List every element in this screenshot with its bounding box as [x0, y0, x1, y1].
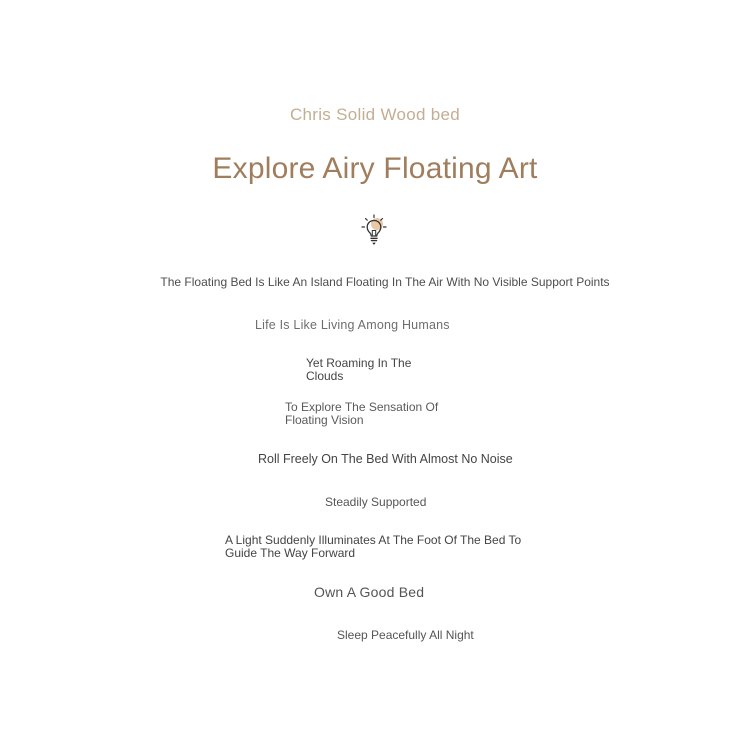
text-line-sleep-peacefully: Sleep Peacefully All Night [337, 628, 474, 642]
text-line-living-among-humans: Life Is Like Living Among Humans [255, 318, 450, 332]
text-line-own-good-bed: Own A Good Bed [314, 584, 425, 600]
text-line-floating-island: The Floating Bed Is Like An Island Floating In The Air With No Visible Support Points [160, 275, 610, 289]
text-line-roaming-clouds: Yet Roaming In The Clouds [306, 356, 412, 383]
product-subtitle: Chris Solid Wood bed [289, 105, 461, 124]
text-line-light-illuminates: A Light Suddenly Illuminates At The Foot Of The Bed To Guide The Way Forward [225, 533, 522, 560]
text-line-steadily-supported: Steadily Supported [325, 495, 427, 509]
text-line-roll-freely: Roll Freely On The Bed With Almost No Noise [258, 452, 513, 466]
lightbulb-icon [360, 214, 388, 248]
page-title: Explore Airy Floating Art [212, 152, 538, 185]
text-line-explore-sensation: To Explore The Sensation Of Floating Vision [285, 400, 439, 427]
